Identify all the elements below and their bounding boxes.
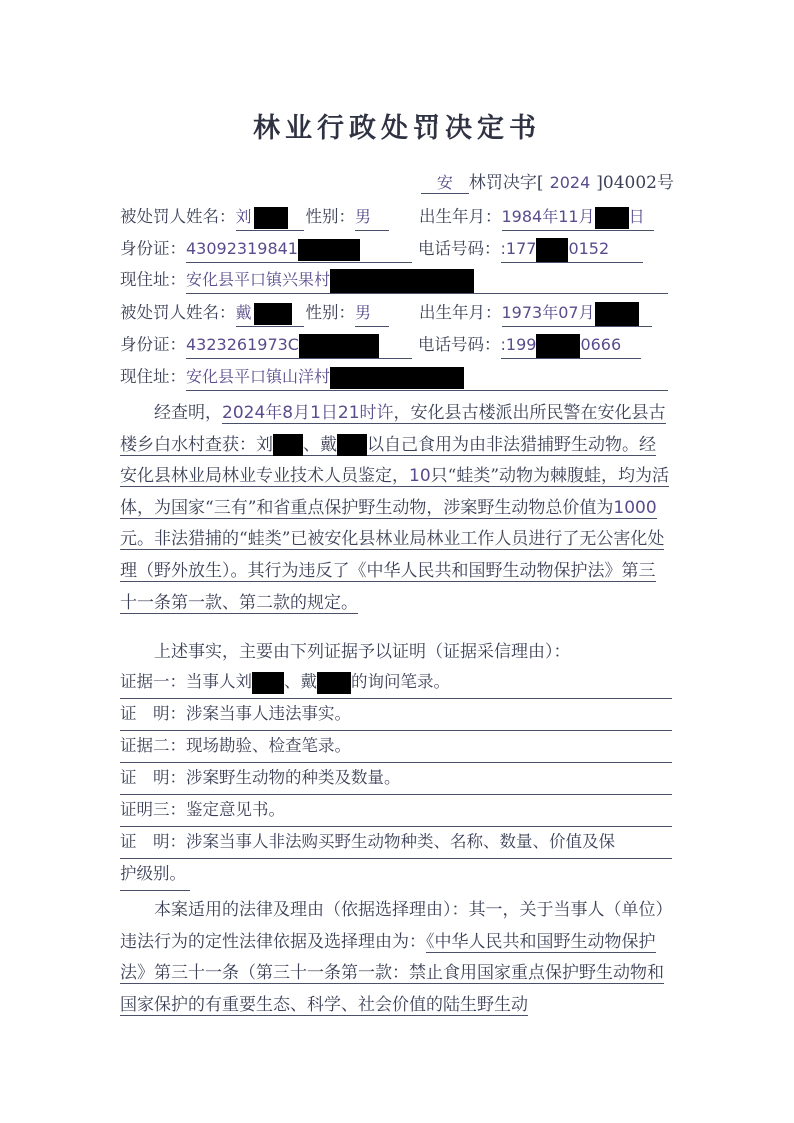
person1-id-row <box>120 236 643 264</box>
evidence-intro: 上述事实，主要由下列证据予以证明（证据采信理由）： <box>154 642 571 662</box>
person2-address: 安化县平口镇山洋村 <box>186 364 668 391</box>
doc-number-suffix: ]04002号 <box>596 173 674 193</box>
person1-name-label: 被处罚人姓名： <box>120 207 236 226</box>
evidence-item: 证据二：现场勘验、检查笔录。 <box>120 731 672 763</box>
evidence-item: 证明三：鉴定意见书。 <box>120 795 672 827</box>
person2-gender: 男 <box>355 300 389 327</box>
person1-id: 43092319841 <box>186 236 412 263</box>
person1-address-label: 现住址： <box>120 270 186 289</box>
redaction-block <box>317 672 351 694</box>
person2-address-label: 现住址： <box>120 367 186 386</box>
person1-phone-label: 电话号码： <box>418 239 501 258</box>
document-number <box>421 168 674 194</box>
person1-phone: :177 0152 <box>501 236 643 263</box>
redaction-block <box>254 303 292 325</box>
person1-name: 刘 <box>236 204 304 231</box>
doc-number-year: 2024 <box>549 173 591 192</box>
person2-birth: 1973年07月 <box>502 300 652 327</box>
facts-date: 2024年8月1日21时许 <box>222 403 394 423</box>
doc-number-prefix: 安 <box>421 170 469 194</box>
evidence-list <box>120 667 672 891</box>
person1-birth: 1984年11月 日 <box>502 204 654 231</box>
evidence-item: 证 明：涉案当事人违法事实。 <box>120 699 672 731</box>
redaction-block <box>536 334 580 358</box>
person2-id: 4323261973C <box>186 332 412 359</box>
person2-id-label: 身份证： <box>120 335 186 354</box>
person2-name-label: 被处罚人姓名： <box>120 303 236 322</box>
redaction-block <box>252 672 284 694</box>
person2-id-row <box>120 332 641 360</box>
person1-address-row <box>120 267 668 295</box>
person1-name-row <box>120 204 654 232</box>
person2-phone: :199 0666 <box>501 332 641 359</box>
person1-birth-label: 出生年月： <box>419 207 502 226</box>
person1-id-label: 身份证： <box>120 239 186 258</box>
document-title: 林业行政处罚决定书 <box>253 113 541 144</box>
evidence-item: 证 明：涉案当事人非法购买野生动物种类、名称、数量、价值及保 <box>120 827 672 859</box>
redaction-block <box>330 269 474 293</box>
redaction-block <box>273 434 303 456</box>
law-paragraph: 本案适用的法律及理由（依据选择理由）：其一，关于当事人（单位）违法行为的定性法律依据及选择理由为：《中华人民共和国野生动物保护法》第三十一条（第三十一条第一款：禁止食用国家重点保护野生动物和国家保护的有重要生态、科学、社会价值的陆生野生动 <box>120 900 664 1015</box>
facts-paragraph: 经查明，2024年8月1日21时许，安化县古楼派出所民警在安化县古楼乡白水村查获：刘 、戴 以自己食用为由非法猎捕野生动物。经安化县林业局林业专业技术人员鉴定，10只“蛙类”动物为棘腹蛙，均为活体，为国家“三有”和省重点保护野生动物，涉案野生动物总价值为1000元。非法猎捕的“蛙类”已被安化县林业局林业工作人员进行了无公害化处理（野外放生）。其行为违反了《中华人民共和国野生动物保护法》第三十一条第一款、第二款的规定。 <box>120 403 670 613</box>
person2-birth-label: 出生年月： <box>419 303 502 322</box>
person1-gender: 男 <box>355 204 389 231</box>
person1-gender-label: 性别： <box>305 207 355 226</box>
doc-number-mid: 林罚决字[ <box>468 173 544 193</box>
person2-gender-label: 性别： <box>305 303 355 322</box>
redaction-block <box>595 302 639 326</box>
redaction-block <box>299 334 379 358</box>
evidence-item-continuation: 护级别。 <box>120 859 190 891</box>
redaction-block <box>254 207 288 229</box>
redaction-block <box>298 239 360 261</box>
evidence-item: 证据一：当事人刘 、戴 的询问笔录。 <box>120 667 672 699</box>
redaction-block <box>536 238 568 262</box>
redaction-block <box>337 434 367 456</box>
person1-address: 安化县平口镇兴果村 <box>186 267 668 294</box>
person2-address-row <box>120 364 668 392</box>
evidence-item: 证 明：涉案野生动物的种类及数量。 <box>120 763 672 795</box>
redaction-block <box>330 367 464 389</box>
person2-name: 戴 <box>236 300 304 327</box>
person2-phone-label: 电话号码： <box>418 335 501 354</box>
person2-name-row <box>120 300 652 328</box>
redaction-block <box>595 207 629 229</box>
